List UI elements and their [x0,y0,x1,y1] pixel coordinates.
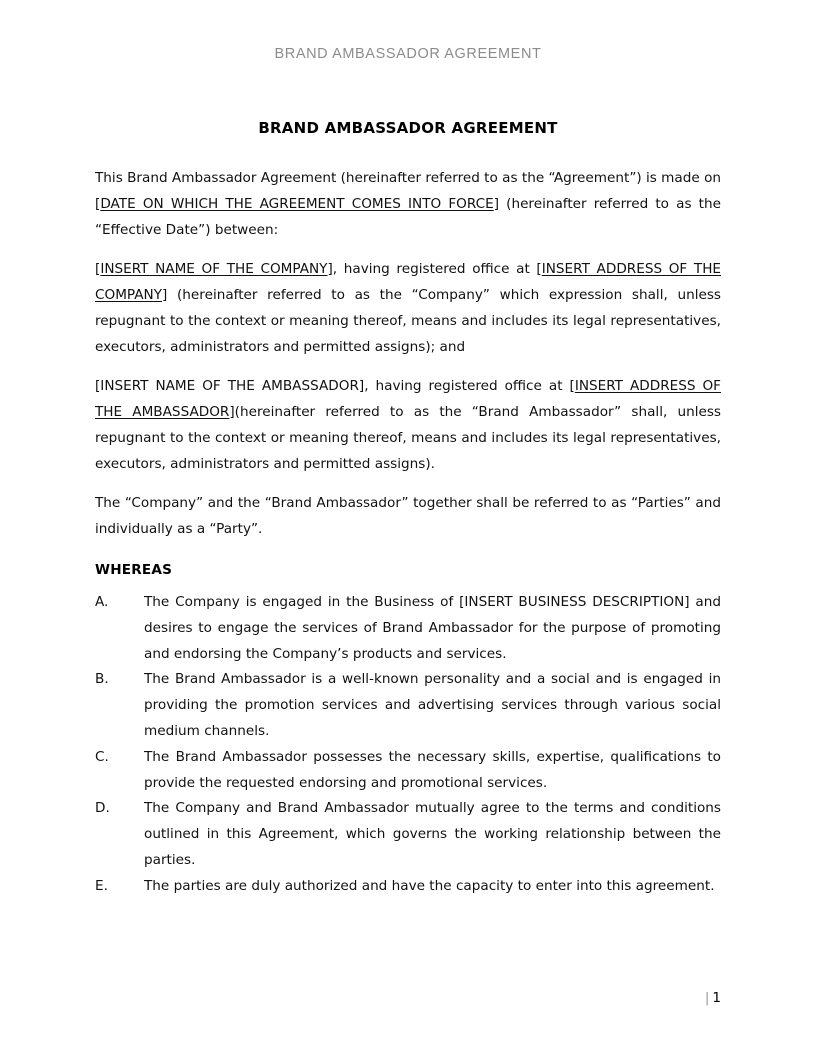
list-item [95,745,721,797]
placeholder-effective-date: DATE ON WHICH THE AGREEMENT COMES INTO FORCE [100,196,494,212]
paragraph-text-lead: [INSERT NAME OF THE AMBASSADOR], having registered office at [ [95,378,575,394]
paragraph-parties-definition: The “Company” and the “Brand Ambassador” together shall be referred to as “Parties” and individually as a “Party”. [95,495,721,537]
paragraph-agreement-date [95,165,721,243]
page-footer [0,988,721,1008]
paragraph-text-tail: ](hereinafter referred to as the “Brand Ambassador” shall, unless repugnant to the context or meaning thereof, means and includes its legal representatives, executors, administrators and permitted assigns). [95,404,721,472]
list-item-text: The Company is engaged in the Business of [INSERT BUSINESS DESCRIPTION] and desires to engage the services of Brand Ambassador for the purpose of promoting and endorsing the Company’s products and services. [144,594,721,662]
bracket-open: [ [95,261,101,277]
list-item-text: The parties are duly authorized and have the capacity to enter into this agreement. [144,877,715,894]
list-item [95,874,721,900]
list-item-marker: C. [95,748,109,765]
list-item [95,667,721,744]
list-item [95,796,721,873]
recitals-list [95,590,721,900]
page-number: 1 [712,990,721,1006]
list-item-marker: D. [95,800,110,817]
list-item [95,590,721,667]
running-header: BRAND AMBASSADOR AGREEMENT [274,46,542,62]
paragraph-text-mid: ], having registered office at [ [327,261,542,277]
placeholder-ambassador-address: INSERT ADDRESS OF THE AMBASSADOR [95,378,721,420]
placeholder-company-name: INSERT NAME OF THE COMPANY [100,261,328,277]
paragraph-ambassador-party [95,373,721,477]
list-item-text: The Brand Ambassador possesses the necessary skills, expertise, qualifications to provide the requested endorsing and promotional services. [144,748,721,791]
section-heading-whereas: WHEREAS [95,562,173,578]
paragraph-company-party [95,256,721,360]
paragraph-text-tail: ] (hereinafter referred to as the “Effective Date”) between: [95,196,721,238]
list-item-text: The Company and Brand Ambassador mutually agree to the terms and conditions outlined in this Agreement, which governs the working relationship between the parties. [144,800,721,868]
placeholder-company-address: INSERT ADDRESS OF THE COMPANY [95,261,722,303]
paragraph-text-tail: ] (hereinafter referred to as the “Company” which expression shall, unless repugnant to the context or meaning thereof, means and includes its legal representatives, executors, administrators and permitted assigns); and [95,287,721,355]
list-item-text: The Brand Ambassador is a well-known personality and a social and is engaged in providing the promotion services and advertising services through various social medium channels. [144,671,721,739]
list-item-marker: E. [95,877,108,894]
list-item-marker: A. [95,594,109,610]
paragraph-text-lead: This Brand Ambassador Agreement (hereinafter referred to as the “Agreement”) is made on [ [95,170,721,212]
list-item-marker: B. [95,671,109,688]
document-body [95,118,721,900]
page-title: BRAND AMBASSADOR AGREEMENT [258,119,558,137]
footer-separator: | [704,990,710,1006]
